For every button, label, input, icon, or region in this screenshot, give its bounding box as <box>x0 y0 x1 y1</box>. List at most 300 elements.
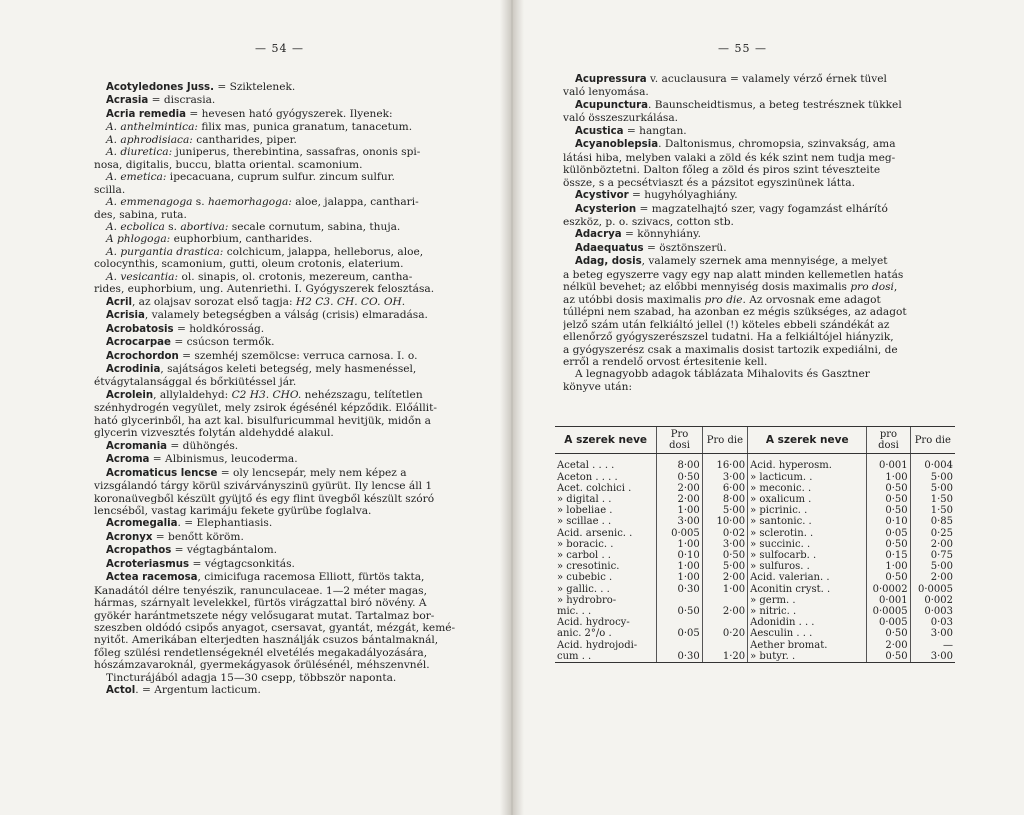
table-cell: Aconitin cryst. . <box>748 584 867 595</box>
table-cell: 0·30 <box>657 584 702 595</box>
table-row <box>555 550 955 561</box>
table-header: Pro die <box>910 427 955 454</box>
body-text: = hangtan. <box>623 124 687 137</box>
table-cell: 1·00 <box>657 561 702 572</box>
body-text: látási hiba, melyben valaki a zöld és kék szint nem tudja meg- <box>563 151 896 164</box>
table-cell: » santonic. . <box>748 516 867 527</box>
italic-text: C2 H3. CHO. <box>231 388 302 401</box>
text-line <box>94 622 486 634</box>
table-cell: » succinic. . <box>748 539 867 550</box>
table-header: pro dosi <box>867 427 910 454</box>
table-cell: 0·50 <box>867 651 910 663</box>
table-cell: Acetal . . . . <box>557 460 615 472</box>
table-cell: 0·50 <box>867 483 910 494</box>
italic-text: abortiva: <box>180 220 229 233</box>
entry-headword: Acrochordon <box>106 350 179 362</box>
body-text: , valamely betegségben a válság (crisis) elmaradása. <box>144 309 428 322</box>
table-cell: 5·00 <box>910 472 955 483</box>
text-line <box>563 112 957 124</box>
text-line <box>563 368 957 380</box>
table-cell: Adonidin . . . <box>748 617 867 628</box>
text-line <box>563 255 957 268</box>
body-text: juniperus, therebintina, sassafras, ononis spi- <box>172 146 421 159</box>
table-cell <box>702 617 747 628</box>
body-text: könyve után: <box>563 380 633 393</box>
table-cell: 0·02 <box>702 528 747 539</box>
entry-headword: Acromegalia <box>106 518 178 530</box>
text-line <box>94 531 486 544</box>
text-line <box>563 356 957 368</box>
body-text: = discrasia. <box>148 94 216 107</box>
entry-headword: Acrolein <box>106 389 154 401</box>
text-line <box>563 306 957 318</box>
text-line <box>563 294 957 306</box>
table-cell: 5·00 <box>702 561 747 572</box>
table-header: A szerek neve <box>748 427 867 454</box>
text-line <box>94 415 486 427</box>
table-cell: Aether bromat. <box>748 640 867 651</box>
table-cell: 6·00 <box>702 483 747 494</box>
entry-headword: Acrodinia <box>106 363 161 375</box>
table-cell: 0·005 <box>867 617 910 628</box>
text-line <box>94 121 486 133</box>
text-line <box>94 159 486 171</box>
body-text: ellenőrző gyógyszerészszel tudatni. Ha a felkiáltójel hiányzik, <box>563 331 894 344</box>
table-cell: 1·00 <box>867 472 910 483</box>
table-cell: 0·50 <box>702 550 747 561</box>
table-cell: » lacticum. . <box>748 472 867 483</box>
text-line <box>94 544 486 557</box>
text-line <box>94 81 486 94</box>
body-text: A legnagyobb adagok táblázata Mihalovits és Gasztner <box>575 368 870 381</box>
table-cell: 0·05 <box>657 628 702 639</box>
text-line <box>94 427 486 439</box>
italic-text: A. purgantia drastica: <box>106 245 224 258</box>
body-text: = Albinismus, leucoderma. <box>149 453 298 466</box>
table-cell: 2·00 <box>702 606 747 617</box>
table-cell: 0·002 <box>910 595 955 606</box>
table-cell: 3·00 <box>910 628 955 639</box>
table-cell: mic. . . <box>557 606 592 618</box>
entry-headword: Adag, dosis <box>575 256 642 268</box>
body-text: glycerin vizvesztés folytán aldehyddé alakul. <box>94 427 334 440</box>
table-cell <box>657 617 702 628</box>
text-line <box>94 309 486 322</box>
table-cell: 0·10 <box>867 516 910 527</box>
table-row <box>555 561 955 572</box>
text-line <box>94 505 486 517</box>
text-line <box>563 344 957 356</box>
table-row <box>555 528 955 539</box>
text-line <box>94 659 486 671</box>
body-text: nehézszagu, telítetlen <box>301 388 423 401</box>
entry-headword: Acotyledones Juss. <box>106 82 214 93</box>
table-cell: 3·00 <box>657 516 702 527</box>
text-line <box>94 94 486 107</box>
entry-headword: Acrisia <box>106 310 145 322</box>
table-cell: 2·00 <box>657 494 702 505</box>
table-row <box>555 595 955 606</box>
body-text: = hugyhólyaghiány. <box>628 189 738 202</box>
body-text: . = Argentum lacticum. <box>135 684 261 697</box>
text-line <box>94 389 486 402</box>
body-text: = végtagcsonkitás. <box>189 557 295 570</box>
text-line <box>94 480 486 492</box>
body-text: = magzatelhajtó szer, vagy fogamzást elhárító <box>636 202 888 215</box>
table-cell: » cubebic . <box>557 572 613 584</box>
body-text: euphorbium, cantharides. <box>170 233 313 246</box>
table-cell: Acid. hydrojodi- <box>557 639 638 651</box>
table-cell: 5·00 <box>702 505 747 516</box>
text-line <box>94 672 486 684</box>
table-cell: 0·05 <box>867 528 910 539</box>
body-text: = holdkórosság. <box>173 322 265 335</box>
table-cell: 0·75 <box>910 550 955 561</box>
text-line <box>563 319 957 331</box>
body-text: különböztetni. Dalton főleg a zöld és piros szint téveszteite <box>563 164 881 177</box>
body-text: hószámzavaroknál, gyermekágyasok őrülésénél, méhszenvnél. <box>94 659 430 672</box>
text-line <box>94 453 486 466</box>
table-cell: 0·50 <box>867 539 910 550</box>
body-text: cantharides, piper. <box>192 133 297 146</box>
table-row <box>555 617 955 628</box>
body-text: = csúcson termők. <box>170 336 275 349</box>
table-cell: » sulfocarb. . <box>748 550 867 561</box>
table-cell: 0·30 <box>657 651 702 663</box>
table-cell: 0·001 <box>867 595 910 606</box>
text-line <box>563 73 957 86</box>
text-line <box>94 221 486 233</box>
text-line <box>563 228 957 241</box>
body-text: , allylaldehyd: <box>153 388 232 401</box>
dose-table <box>555 426 955 663</box>
text-line <box>94 296 486 309</box>
table-cell: — <box>910 640 955 651</box>
entry-headword: Acronyx <box>106 531 153 543</box>
body-text: = Sziktelenek. <box>213 81 296 93</box>
body-text: nélkül bevehet; az előbbi mennyiség dosis maximalis <box>563 281 851 294</box>
text-line <box>94 350 486 363</box>
body-text: aloe, jalappa, canthari- <box>291 196 419 209</box>
text-line <box>94 336 486 349</box>
text-line <box>94 585 486 597</box>
entry-headword: Acropathos <box>106 545 172 557</box>
page-number-left: — 54 — <box>255 42 304 55</box>
table-cell: 0·004 <box>910 460 955 471</box>
table-row <box>555 572 955 583</box>
text-line <box>94 467 486 480</box>
text-line <box>94 184 486 196</box>
body-text: ipecacuana, cuprum sulfur. zincum sulfur. <box>166 171 395 184</box>
book-gutter <box>500 0 524 815</box>
text-line <box>94 558 486 571</box>
body-text: s. <box>164 220 181 233</box>
entry-headword: Actea racemosa <box>106 572 198 584</box>
table-cell: » lobeliae . <box>557 505 613 517</box>
text-line <box>563 86 957 98</box>
body-text: szeszben oldódó csipős anyagot, csersavat, gyantát, mézgát, kemé- <box>94 622 456 635</box>
table-cell: 16·00 <box>702 460 747 471</box>
body-text: scilla. <box>94 183 126 196</box>
body-text: az utóbbi dosis maximalis <box>563 293 705 306</box>
body-text: = benőtt köröm. <box>152 530 244 543</box>
table-cell: » oxalicum . <box>748 494 867 505</box>
entry-headword: Acrasia <box>106 95 149 107</box>
body-text: , az olajsav sorozat első tagja: <box>131 295 296 308</box>
italic-text: A. emetica: <box>106 171 167 184</box>
body-text: jelző szám után felkiáltó jellel (!) köteles ebbeli szándékát az <box>563 318 890 331</box>
table-cell: 0·50 <box>867 505 910 516</box>
body-text: a gyógyszerész csak a maximalis dosist tartozik expediálni, de <box>563 343 898 356</box>
text-line <box>94 493 486 505</box>
text-line <box>563 216 957 228</box>
body-text: Kanadától délre tenyészik, ranunculaceae. 1—2 méter magas, <box>94 584 427 597</box>
text-line <box>94 647 486 659</box>
table-cell: 1·50 <box>910 494 955 505</box>
entry-headword: Acrobatosis <box>106 323 174 335</box>
body-text: . = Elephantiasis. <box>177 517 273 530</box>
text-line <box>94 271 486 283</box>
table-cell: 0·25 <box>910 528 955 539</box>
text-line <box>563 99 957 112</box>
entry-headword: Acustica <box>575 125 624 137</box>
table-cell: 2·00 <box>910 572 955 583</box>
body-text: colocynthis, scamonium, gutti, oleum crotonis, elaterium. <box>94 258 404 271</box>
table-row <box>555 584 955 595</box>
body-text: nyitőt. Amerikában elterjedten használják csuzos bántalmaknál, <box>94 634 439 647</box>
entry-headword: Acupunctura <box>575 99 649 111</box>
table-cell: 0·20 <box>702 628 747 639</box>
table-cell: 1·00 <box>702 584 747 595</box>
entry-headword: Adacrya <box>575 229 622 241</box>
text-line <box>94 402 486 414</box>
table-cell: 0·85 <box>910 516 955 527</box>
body-text: , valamely szernek ama mennyisége, a melyet <box>641 255 888 268</box>
table-cell: » nitric. . <box>748 606 867 617</box>
text-line <box>94 108 486 121</box>
body-text: rides, euphorbium, ung. Autenriethi. I. Gyógyszerek felosztása. <box>94 283 435 296</box>
table-cell: » carbol . . <box>557 550 611 562</box>
entry-headword: Acria remedia <box>106 108 186 120</box>
body-text: colchicum, jalappa, helleborus, aloe, <box>223 245 424 258</box>
table-cell: 1·00 <box>657 539 702 550</box>
table-cell: Aceton . . . . <box>557 471 618 483</box>
text-line <box>94 146 486 158</box>
body-text: a beteg egyszerre vagy egy nap alatt minden kellemetlen hatás <box>563 268 904 281</box>
body-text: eszköz, p. o. szivacs, cotton stb. <box>563 215 734 228</box>
table-header: Pro die <box>702 427 747 454</box>
body-text: való összeszurkálása. <box>563 112 679 125</box>
entry-headword: Acysterion <box>575 203 637 215</box>
table-cell: 0·50 <box>867 572 910 583</box>
text-line <box>563 164 957 176</box>
text-line <box>94 171 486 183</box>
table-cell: » cresotinic. <box>557 561 620 573</box>
body-text: főleg szülési rendetlenségeknél elvetélés megakadályozására, <box>94 646 428 659</box>
table-cell: » meconic. . <box>748 483 867 494</box>
body-text: . Az orvosnak eme adagot <box>742 293 881 306</box>
text-line <box>94 634 486 646</box>
body-text: s. <box>192 196 208 209</box>
table-cell: 0·0005 <box>867 606 910 617</box>
body-text: való lenyomása. <box>563 86 649 99</box>
body-text: filix mas, punica granatum, tanacetum. <box>197 121 413 134</box>
italic-text: A. aphrodisiaca: <box>106 133 193 146</box>
italic-text: A. ecbolica <box>106 220 165 233</box>
text-line <box>94 610 486 622</box>
table-cell: 0·15 <box>867 550 910 561</box>
italic-text: haemorhagoga: <box>207 196 292 209</box>
left-text-column <box>94 81 486 698</box>
table-row <box>555 640 955 651</box>
table-row <box>555 651 955 663</box>
body-text: v. acuclausura = valamely vérző érnek tüvel <box>646 73 887 85</box>
table-cell: 10·00 <box>702 516 747 527</box>
table-row <box>555 539 955 550</box>
body-text: gyökér harántmetszete négy velősugarat mutat. Tartalmaz bor- <box>94 609 435 622</box>
table-cell: 3·00 <box>702 539 747 550</box>
table-cell: » sulfuros. . <box>748 561 867 572</box>
body-text: , <box>893 281 898 294</box>
italic-text: pro dosi <box>850 281 894 294</box>
text-line <box>563 242 957 255</box>
table-cell: » gallic. . . <box>557 583 610 595</box>
table-cell <box>702 640 747 651</box>
text-line <box>94 283 486 295</box>
entry-headword: Actol <box>106 685 136 697</box>
body-text: hármas, szárnyalt levelekkel, fürtös virágzattal biró növény. A <box>94 597 427 610</box>
table-cell: 0·0002 <box>867 584 910 595</box>
table-cell: 0·50 <box>867 494 910 505</box>
body-text: = dühöngés. <box>167 439 239 452</box>
table-row <box>555 460 955 471</box>
body-text: vizsgálandó tárgy körül szivárványszinü gyürüt. Ily lencse áll 1 <box>94 480 433 493</box>
table-row <box>555 505 955 516</box>
entry-headword: Adaequatus <box>575 242 644 254</box>
text-line <box>563 125 957 138</box>
table-cell: 0·10 <box>657 550 702 561</box>
table-row <box>555 472 955 483</box>
table-cell: Acet. colchici . <box>557 482 632 494</box>
italic-text: A. emmenagoga <box>106 196 193 209</box>
table-row <box>555 483 955 494</box>
body-text: lencséből, vastag karimáju fekete gyürübe foglalva. <box>94 504 372 517</box>
italic-text: A phlogoga: <box>106 233 171 246</box>
table-cell: cum . . <box>555 651 657 663</box>
table-row <box>555 606 955 617</box>
table-cell: Aesculin . . . <box>748 628 867 639</box>
table-header-row <box>555 427 955 454</box>
table-cell: 2·00 <box>657 483 702 494</box>
table-cell: 2·00 <box>867 640 910 651</box>
body-text: össze, s a pecsétviaszt és a pázsitot egyszinünek látta. <box>563 176 855 189</box>
italic-text: H2 C3. CH. CO. OH. <box>295 295 406 308</box>
text-line <box>94 363 486 376</box>
table-cell: 0·003 <box>910 606 955 617</box>
page-number-right: — 55 — <box>718 42 767 55</box>
table-cell: 3·00 <box>702 472 747 483</box>
body-text: nosa, digitalis, buccu, blatta oriental. scamonium. <box>94 158 363 171</box>
table-cell: » butyr. . <box>748 651 867 663</box>
table-cell: 8·00 <box>702 494 747 505</box>
table-cell: 3·00 <box>910 651 955 663</box>
text-line <box>94 209 486 221</box>
table-cell: 0·03 <box>910 617 955 628</box>
table-cell: 0·001 <box>867 460 910 471</box>
text-line <box>94 196 486 208</box>
text-line <box>94 233 486 245</box>
body-text: , sajátságos keleti betegség, mely hasmenéssel, <box>160 362 417 375</box>
table-header: A szerek neve <box>555 427 657 454</box>
table-cell: 0·0005 <box>910 584 955 595</box>
body-text: = könnyhiány. <box>621 228 701 241</box>
table-cell: Acid. hydrocy- <box>557 617 630 629</box>
body-text: des, sabina, ruta. <box>94 208 187 221</box>
table-cell: » digital . . <box>557 494 612 506</box>
body-text: koronaüvegből készült gyüjtő és egy flint üvegből készült szóró <box>94 492 435 505</box>
body-text: Tincturájából adagja 15—30 csepp, többször naponta. <box>106 671 397 684</box>
table-cell: Acid. arsenic. . <box>557 527 633 539</box>
entry-headword: Acystivor <box>575 190 629 202</box>
table-cell: Acid. hyperosm. <box>748 460 867 471</box>
body-text: túllépni nem szabad, ha azonban ez mégis szükséges, az adagot <box>563 306 907 319</box>
body-text: = hevesen ható gyógyszerek. Ilyenek: <box>185 107 393 120</box>
table-cell: 1·00 <box>867 561 910 572</box>
entry-headword: Acyanoblepsia <box>575 139 659 151</box>
table-row <box>555 516 955 527</box>
right-page <box>512 0 1024 815</box>
table-cell: anic. 2°/o . <box>557 628 612 640</box>
text-line <box>563 152 957 164</box>
italic-text: pro die <box>704 293 743 306</box>
body-text: = ösztönszerü. <box>643 241 727 254</box>
table-cell: 0·50 <box>657 472 702 483</box>
italic-text: A. vesicantia: <box>106 270 179 283</box>
entry-headword: Acrocarpae <box>106 337 171 349</box>
body-text: . Daltonismus, chromopsia, szinvakság, ama <box>658 138 896 151</box>
table-cell: 0·50 <box>867 628 910 639</box>
table-cell: 1·50 <box>910 505 955 516</box>
entry-headword: Acupressura <box>575 74 647 85</box>
text-line <box>563 189 957 202</box>
body-text: erről a rendelő orvost értesitenie kell. <box>563 355 768 368</box>
table-cell <box>657 595 702 606</box>
body-text: secale cornutum, sabina, thuja. <box>228 220 401 233</box>
table-cell: » scillae . . <box>557 516 612 528</box>
body-text: = szemhéj szemölcse: verruca carnosa. I. o. <box>178 349 418 362</box>
italic-text: A. diuretica: <box>106 146 173 159</box>
text-line <box>94 258 486 270</box>
table-row <box>555 494 955 505</box>
table-cell: 1·20 <box>702 651 747 663</box>
table-cell: Acid. valerian. . <box>748 572 867 583</box>
body-text: szénhydrogén vegyület, mely zsirok égésénél képződik. Előállit- <box>94 402 438 415</box>
entry-headword: Acromania <box>106 440 168 452</box>
entry-headword: Acroteriasmus <box>106 558 190 570</box>
text-line <box>94 517 486 530</box>
text-line <box>94 376 486 388</box>
table-cell <box>702 595 747 606</box>
text-line <box>94 440 486 453</box>
body-text: = végtagbántalom. <box>171 544 277 557</box>
table-cell: » germ. . <box>748 595 867 606</box>
text-line <box>94 134 486 146</box>
text-line <box>94 246 486 258</box>
text-line <box>563 203 957 216</box>
body-text: = oly lencsepár, mely nem képez a <box>217 466 407 479</box>
body-text: , cimicifuga racemosa Elliott, fürtös takta, <box>197 571 425 584</box>
text-line <box>94 597 486 609</box>
